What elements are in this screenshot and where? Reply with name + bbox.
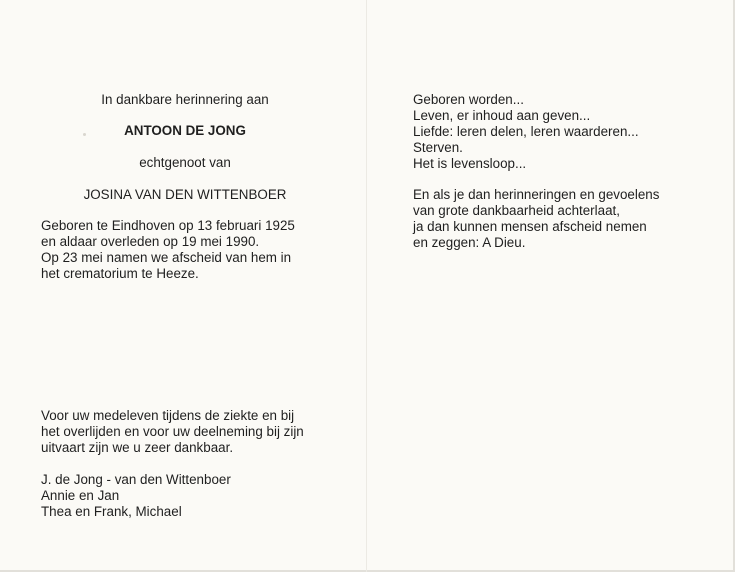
poem-line: Sterven. <box>413 140 463 155</box>
thanks-line: Voor uw medeleven tijdens de ziekte en bij <box>41 408 295 423</box>
spouse-label: echtgenoot van <box>139 155 231 170</box>
bio-line: en aldaar overleden op 19 mei 1990. <box>41 234 260 249</box>
closing-line: ja dan kunnen mensen afscheid nemen <box>413 219 647 234</box>
thanks-line: uitvaart zijn we u zeer dankbaar. <box>41 440 234 455</box>
bio-line: Geboren te Eindhoven op 13 februari 1925 <box>41 218 295 233</box>
bio-line: het crematorium te Heeze. <box>41 266 199 281</box>
family-line: J. de Jong - van den Wittenboer <box>41 472 231 487</box>
family-line: Annie en Jan <box>41 488 120 503</box>
poem-line: Het is levensloop... <box>413 156 527 171</box>
closing-line: En als je dan herinneringen en gevoelens <box>413 187 660 202</box>
spouse-name: JOSINA VAN DEN WITTENBOER <box>83 187 287 202</box>
poem-line: Geboren worden... <box>413 92 524 107</box>
thanks-line: het overlijden en voor uw deelneming bij zijn <box>41 424 304 439</box>
poem-line: Leven, er inhoud aan geven... <box>413 108 591 123</box>
deceased-name: ANTOON DE JONG <box>124 123 246 138</box>
poem-line: Liefde: leren delen, leren waarderen... <box>413 124 639 139</box>
closing-line: en zeggen: A Dieu. <box>413 235 526 250</box>
center-fold <box>366 0 367 572</box>
family-line: Thea en Frank, Michael <box>41 504 182 519</box>
bio-line: Op 23 mei namen we afscheid van hem in <box>41 250 292 265</box>
intro-line: In dankbare herinnering aan <box>101 92 269 107</box>
closing-line: van grote dankbaarheid achterlaat, <box>413 203 620 218</box>
